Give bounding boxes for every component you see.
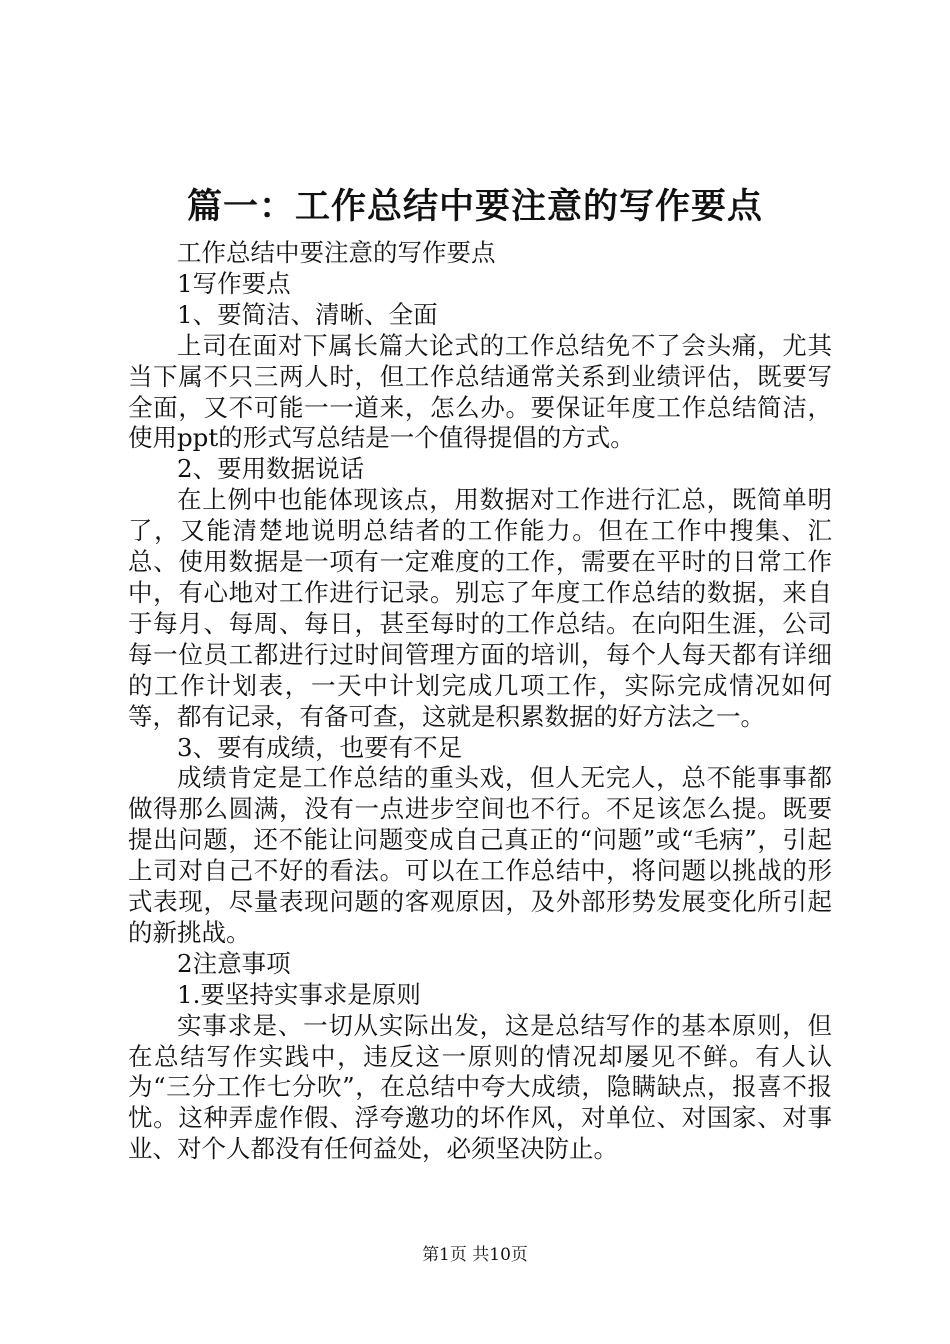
document-title: 篇一：工作总结中要注意的写作要点 xyxy=(186,186,763,227)
section-heading: 2注意事项 xyxy=(177,948,291,978)
section-heading: 1写作要点 xyxy=(177,268,291,298)
document-body xyxy=(128,238,832,1165)
subsection-heading: 1、要简洁、清晰、全面 xyxy=(177,299,438,329)
paragraph: 成绩肯定是工作总结的重头戏，但人无完人，总不能事事都做得那么圆满，没有一点进步空间也不行。不足该怎么提。既要提出问题，还不能让问题变成自己真正的“问题”或“毛病”，引起上司对自己不好的看法。可以在工作总结中，将问题以挑战的形式表现，尽量表现问题的客观原因，及外部形势发展变化所引起的新挑战。 xyxy=(128,763,832,947)
subsection-heading: 2、要用数据说话 xyxy=(177,454,365,484)
paragraph: 工作总结中要注意的写作要点 xyxy=(177,238,496,267)
subsection-heading: 1.要坚持实事求是原则 xyxy=(177,979,421,1009)
paragraph: 实事求是、一切从实际出发，这是总结写作的基本原则，但在总结写作实践中，违反这一原则的情况却屡见不鲜。有人认为“三分工作七分吹”，在总结中夸大成绩，隐瞒缺点，报喜不报忧。这种弄虚作假、浮夸邀功的坏作风，对单位、对国家、对事业、对个人都没有任何益处，必须坚决防止。 xyxy=(128,1010,832,1164)
page-footer: 第1页 共10页 xyxy=(422,1245,528,1265)
subsection-heading: 3、要有成绩，也要有不足 xyxy=(177,732,463,762)
paragraph: 上司在面对下属长篇大论式的工作总结免不了会头痛，尤其当下属不只三两人时，但工作总结通常关系到业绩评估，既要写全面，又不可能一一道来，怎么办。要保证年度工作总结简洁，使用ppt的形式写总结是一个值得提倡的方式。 xyxy=(128,330,832,453)
paragraph: 在上例中也能体现该点，用数据对工作进行汇总，既简单明了，又能清楚地说明总结者的工作能力。但在工作中搜集、汇总、使用数据是一项有一定难度的工作，需要在平时的日常工作中，有心地对工作进行记录。别忘了年度工作总结的数据，来自于每月、每周、每日，甚至每时的工作总结。在向阳生涯，公司每一位员工都进行过时间管理方面的培训，每个人每天都有详细的工作计划表，一天中计划完成几项工作，实际完成情况如何等，都有记录，有备可查，这就是积累数据的好方法之一。 xyxy=(128,485,832,731)
